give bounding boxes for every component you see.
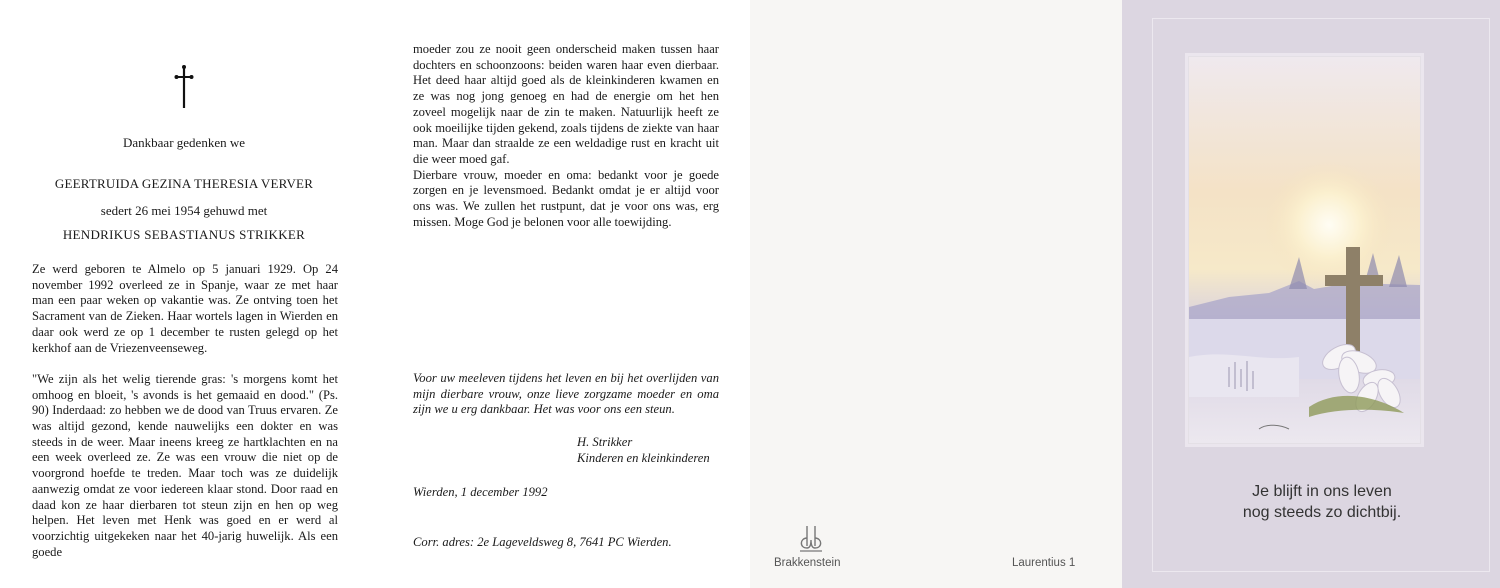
card-panel-4: [1122, 0, 1500, 588]
card-panel-1: [0, 0, 375, 588]
quote-line-1: Je blijft in ons leven: [1252, 483, 1392, 500]
signature-family: Kinderen en kleinkinderen: [577, 450, 710, 465]
psalm-paragraph: "We zijn als het welig tierende gras: 's morgens komt het omhoog en bloeit, 's avonds is het gemaaid en dood." (Ps. 90) Inderdaad: zo hebben we de dood van Truus ervaren. Ze was altijd gezond, kende nauwelijks een dokter en was steeds in de weer. Maar ineens kreeg ze hartklachten en na een week overleed ze. Ze was een vrouw die niet op de voorgrond hoefde te treden. Maar toch was ze duidelijk aanwezig omdat ze voor iedereen klaar stond. Door raad en daad kon ze haar dierbaren tot steun zijn en hen op weg helpen. Het leven met Henk was goed en er werd al voorzichtig uitgekeken naar het 40-jarig huwelijk. Als een goede: [32, 371, 338, 559]
married-line: sedert 26 mei 1954 gehuwd met: [100, 203, 268, 218]
cross-flowers-illustration: [1188, 56, 1421, 444]
signature-block: [577, 435, 747, 466]
brakkenstein-logo-icon: [796, 524, 826, 554]
continuation-block: [413, 42, 719, 230]
farewell-paragraph: Dierbare vrouw, moeder en oma: bedankt voor je goede zorgen en je levensmoed. Bedankt omdat je er altijd voor ons was. We zullen het rustpunt, dat je voor ons was, erg missen. Moge God je belonen voor alle toewijding.: [413, 167, 719, 229]
intro-line: Dankbaar gedenken we: [123, 135, 245, 150]
continuation-paragraph: moeder zou ze nooit geen onderscheid maken tussen haar dochters en schoonzoons: beiden waren haar even dierbaar. Het deed haar altijd goed als de kleinkinderen kwamen en ze was nog jong genoeg en had de energie om het hen zoveel mogelijk naar de zin te maken. Natuurlijk heeft ze ook moeilijke tijden gekend, zoals tijdens de ziekte van haar man. Maar dan straalde ze een weldadige rust en kracht uit die weer moed gaf.: [413, 42, 719, 166]
deceased-name: GEERTRUIDA GEZINA THERESIA VERVER: [54, 176, 314, 191]
latin-cross-icon: [174, 64, 194, 110]
correspondence-address: Corr. adres: 2e Lageveldsweg 8, 7641 PC Wierden.: [413, 535, 672, 549]
card-panel-3: [750, 0, 1122, 588]
series-name: Laurentius 1: [1012, 557, 1076, 569]
biography-paragraph: Ze werd geboren te Almelo op 5 januari 1929. Op 24 november 1992 overleed ze in Spanje, waar ze met haar man een paar weken op vakantie was. Ze ontving toen het Sacrament van de Zieken. Haar wortels lagen in Wierden en daar ook werd ze op 1 december te rusten gelegd op het kerkhof aan de Vriezenveenseweg.: [32, 262, 338, 355]
card-panel-2: [375, 0, 750, 588]
quote-line-2: nog steeds zo dichtbij.: [1242, 504, 1402, 521]
spouse-name: HENDRIKUS SEBASTIANUS STRIKKER: [62, 227, 306, 242]
place-date: Wierden, 1 december 1992: [413, 485, 548, 499]
signature-name: H. Strikker: [577, 435, 633, 449]
publisher-name: Brakkenstein: [774, 557, 841, 569]
biography-block: [32, 262, 338, 560]
thanks-paragraph: Voor uw meeleven tijdens het leven en bij het overlijden van mijn dierbare vrouw, onze lieve zorgzame moeder en oma zijn we u erg dankbaar. Het was voor ons een steun.: [413, 371, 719, 417]
